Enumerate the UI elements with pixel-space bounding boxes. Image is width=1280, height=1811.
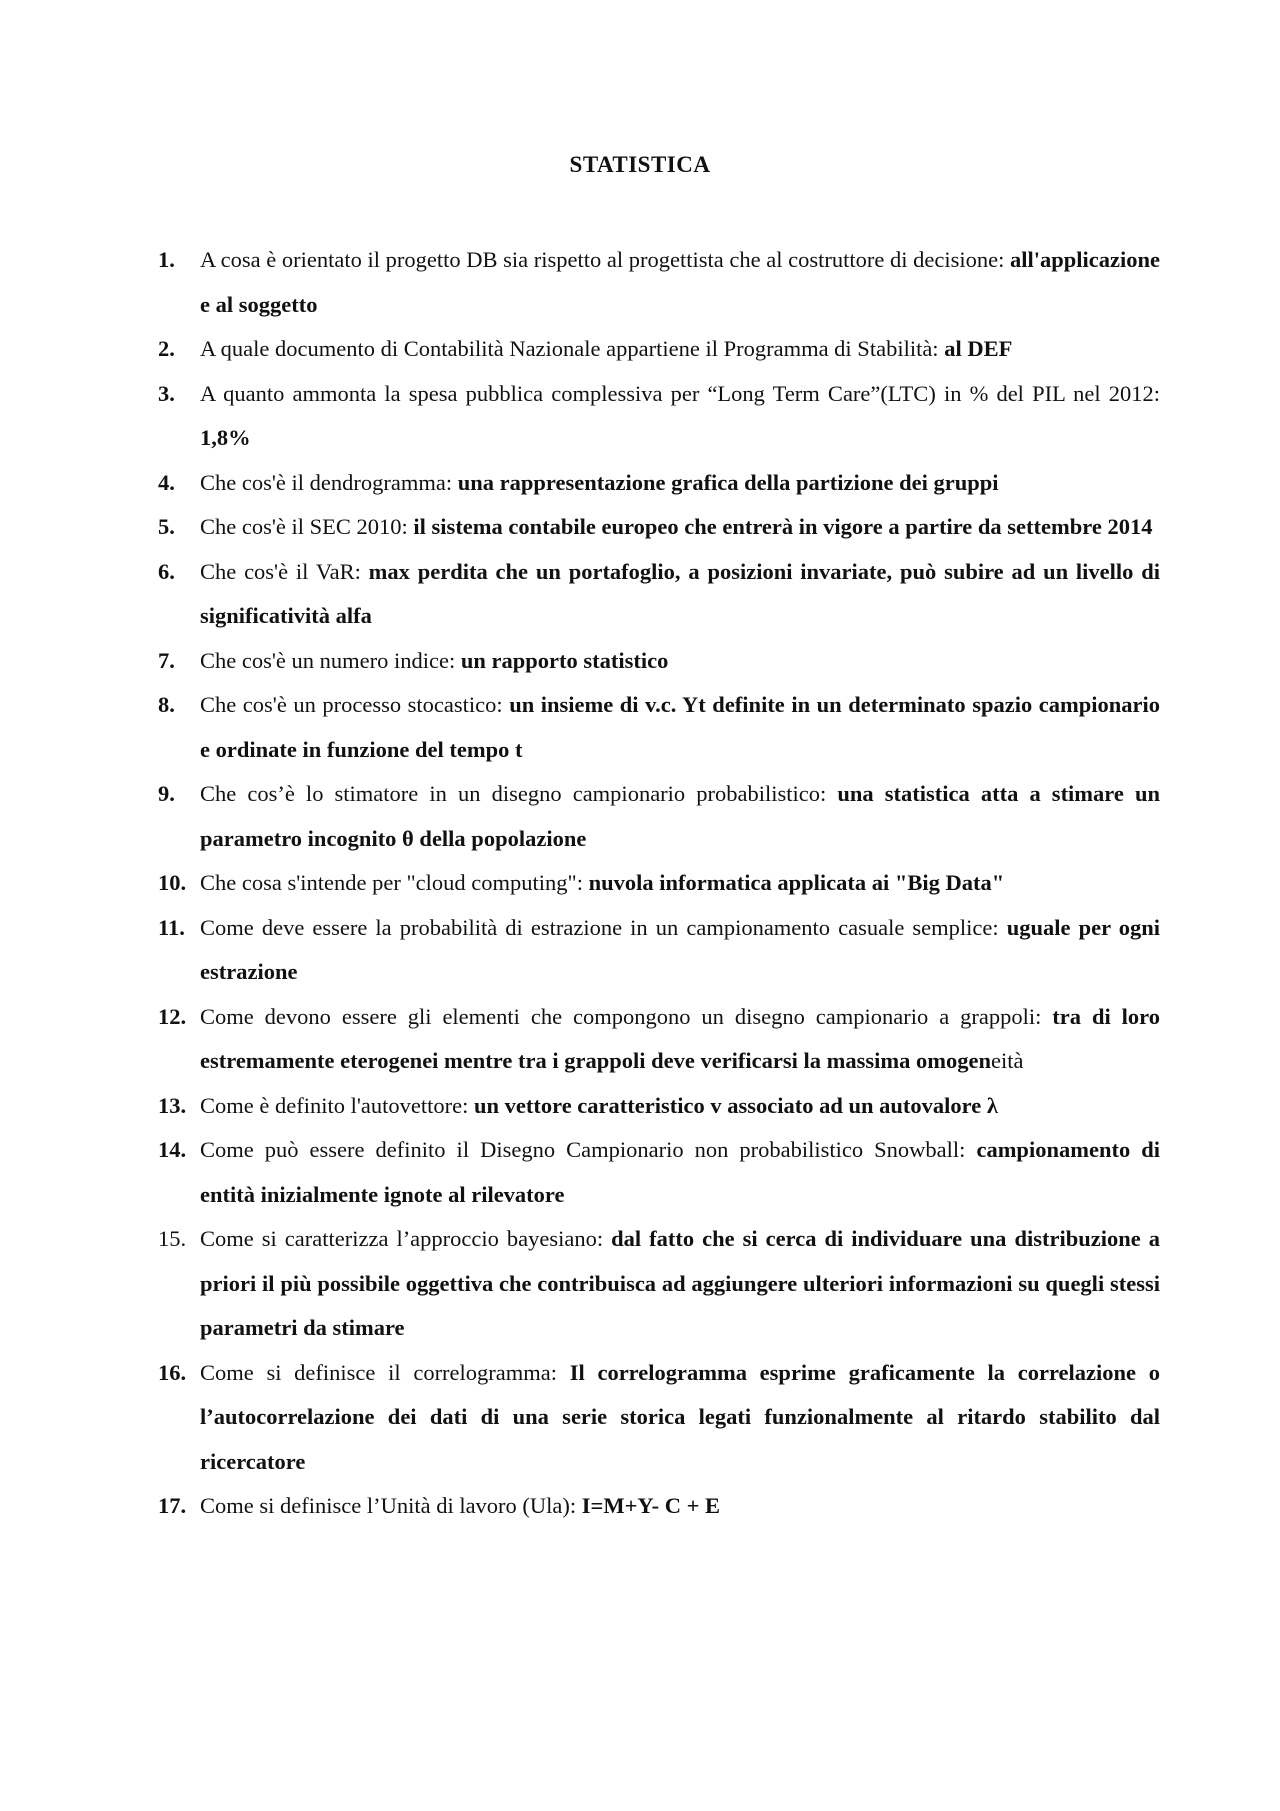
list-item [158,327,1160,372]
item-number: 3. [158,380,175,406]
item-answer-tail: eità [991,1048,1024,1073]
item-number: 12. [158,1003,187,1029]
list-item [158,861,1160,906]
list-item [158,1351,1160,1485]
item-number: 1. [158,247,175,272]
item-question: A quanto ammonta la spesa pubblica complessiva per “Long Term Care”(LTC) in % del PIL nel 2012: [200,380,1160,406]
list-item [158,1084,1160,1129]
list-item [158,461,1160,506]
item-question: A quale documento di Contabilità Nazionale appartiene il Programma di Stabilità: [200,336,945,361]
item-answer: uguale per ogni estrazione [200,914,1161,984]
list-item [158,906,1160,995]
item-question: Come devono essere gli elementi che compongono un disegno campionario a grappoli: [200,1003,1053,1029]
item-answer: dal fatto che si cerca di individuare una distribuzione a priori il più possibile oggettiva che contribuisca ad aggiungere ulteriori informazioni su quegli stessi parametri da stimare [200,1226,1160,1340]
item-answer: un vettore caratteristico v associato ad un autovalore λ [473,1092,998,1118]
item-answer: max perdita che un portafoglio, a posizioni invariate, può subire ad un livello di significatività alfa [200,558,1160,628]
item-question: Che cos'è un numero indice: [200,647,461,673]
item-number: 8. [158,692,175,717]
item-number: 5. [158,514,175,539]
item-answer: nuvola informatica applicata ai "Big Data" [588,870,1005,895]
list-item [158,995,1160,1084]
item-number: 13. [158,1092,187,1118]
item-answer: al DEF [944,336,1013,361]
list-item [158,1128,1160,1217]
item-question: Che cos'è un processo stocastico: [200,692,510,717]
item-answer: un insieme di v.c. Yt definite in un determinato spazio campionario e ordinate in funzione del tempo t [200,692,1161,762]
list-item [158,683,1160,772]
item-question: Come può essere definito il Disegno Campionario non probabilistico Snowball: [200,1137,977,1162]
item-question: Che cos'è il dendrogramma: [200,469,458,495]
item-answer: campionamento di entità inizialmente ignote al rilevatore [200,1137,1160,1207]
item-number: 6. [158,558,175,584]
item-answer: 1,8% [200,425,251,450]
item-number: 11. [158,914,185,940]
list-item [158,505,1160,550]
item-number: 4. [158,469,175,495]
item-question: Come deve essere la probabilità di estrazione in un campionamento casuale semplice: [200,914,1007,940]
item-answer: all'applicazione e al soggetto [200,247,1160,317]
item-question: Che cos'è il VaR: [200,558,369,584]
item-answer: I=M+Y- C + E [581,1493,721,1518]
item-answer: tra di loro estremamente eterogenei mentre tra i grappoli deve verificarsi la massima omogen [200,1003,1160,1073]
item-number: 16. [158,1359,187,1385]
list-item [158,772,1160,861]
item-answer: una statistica atta a stimare un parametro incognito θ della popolazione [200,781,1161,851]
item-question: Che cos'è il SEC 2010: [200,514,414,539]
item-question: Come si caratterizza l’approccio bayesiano: [200,1226,612,1251]
list-item [158,550,1160,639]
item-number: 14. [158,1137,187,1162]
item-question: Che cosa s'intende per "cloud computing": [200,870,589,895]
item-number: 15. [158,1226,187,1251]
question-list [158,238,1160,1529]
item-number: 7. [158,647,175,673]
item-number: 10. [158,870,187,895]
item-question: Come è definito l'autovettore: [200,1092,474,1118]
list-item [158,639,1160,684]
list-item [158,1217,1160,1351]
item-answer: il sistema contabile europeo che entrerà in vigore a partire da settembre 2014 [413,514,1153,539]
item-answer: un rapporto statistico [460,647,669,673]
list-item [158,238,1160,327]
item-number: 9. [158,781,175,806]
page-title: STATISTICA [569,152,711,177]
item-number: 17. [158,1493,187,1518]
list-item [158,1484,1160,1529]
item-answer: Il correlogramma esprime graficamente la correlazione o l’autocorrelazione dei dati di una serie storica legati funzionalmente al ritardo stabilito dal ricercatore [200,1359,1160,1474]
list-item [158,372,1160,461]
item-question: Come si definisce l’Unità di lavoro (Ula): [200,1493,582,1518]
item-question: Come si definisce il correlogramma: [200,1359,570,1385]
item-question: A cosa è orientato il progetto DB sia rispetto al progettista che al costruttore di decisione: [200,247,1010,272]
item-answer: una rappresentazione grafica della partizione dei gruppi [457,469,999,495]
item-question: Che cos’è lo stimatore in un disegno campionario probabilistico: [200,781,838,806]
item-number: 2. [158,336,175,361]
